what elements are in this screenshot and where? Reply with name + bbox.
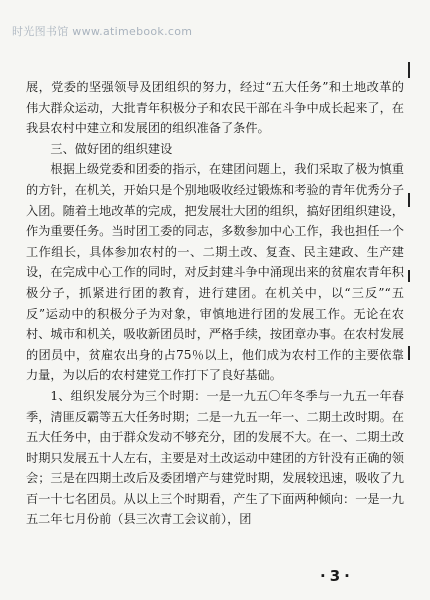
- paragraph: 根据上级党委和团委的指示，在建团问题上，我们采取了极为慎重的方针，在机关，开始只是个别地吸收经过锻炼和考验的青年优秀分子入团。随着土地改革的完成，把发展壮大团的组织，搞好团组织建设，作为重要任务。当时团工委的同志，多数参加中心工作，我也担任一个工作组长，具体参加农村的一、二期土改、复查、民主建政、生产建设，在完成中心工作的同时，对反封建斗争中涌现出来的贫雇农青年积极分子，抓紧进行团的教育，进行建团。在机关中，以“三反”“五反”运动中的积极分子为对象，审慎地进行团的发展工作。无论在农村、城市和机关，吸收新团员时，严格手续，按团章办事。在农村发展的团员中，贫雇农出身的占75％以上，他们成为农村工作的主要依靠力量，为以后的农村建党工作打下了良好基础。: [26, 162, 404, 383]
- edge-mark: [408, 193, 410, 207]
- edge-mark: [408, 346, 410, 360]
- page-number: ·3·: [320, 567, 354, 585]
- body-text: [26, 77, 404, 530]
- watermark: 时光图书馆 www.atimebook.com: [12, 25, 193, 38]
- paragraph: 展，党委的坚强领导及团组织的努力，经过“五大任务”和土地改革的伟大群众运动，大批青年积极分子和农民干部在斗争中成长起来了，在我县农村中建立和发展团的组织准备了条件。: [26, 80, 404, 136]
- edge-mark: [408, 270, 410, 282]
- edge-mark: [408, 62, 410, 78]
- section-heading: 三、做好团的组织建设: [50, 141, 173, 156]
- paragraph: 1、组织发展分为三个时期：一是一九五〇年冬季与一九五一年春季，清匪反霸等五大任务时期；二是一九五一年一、二期土改时期。在五大任务中，由于群众发动不够充分，团的发展不大。在一、二期土改时期只发展五十人左右，主要是对土改运动中建团的方针没有正确的领会；三是在四期土改后及委团增产与建党时期，发展较迅速，吸收了九百一十七名团员。从以上三个时期看，产生了下面两种倾向：一是一九五二年七月份前（县三次青工会议前），团: [26, 388, 404, 527]
